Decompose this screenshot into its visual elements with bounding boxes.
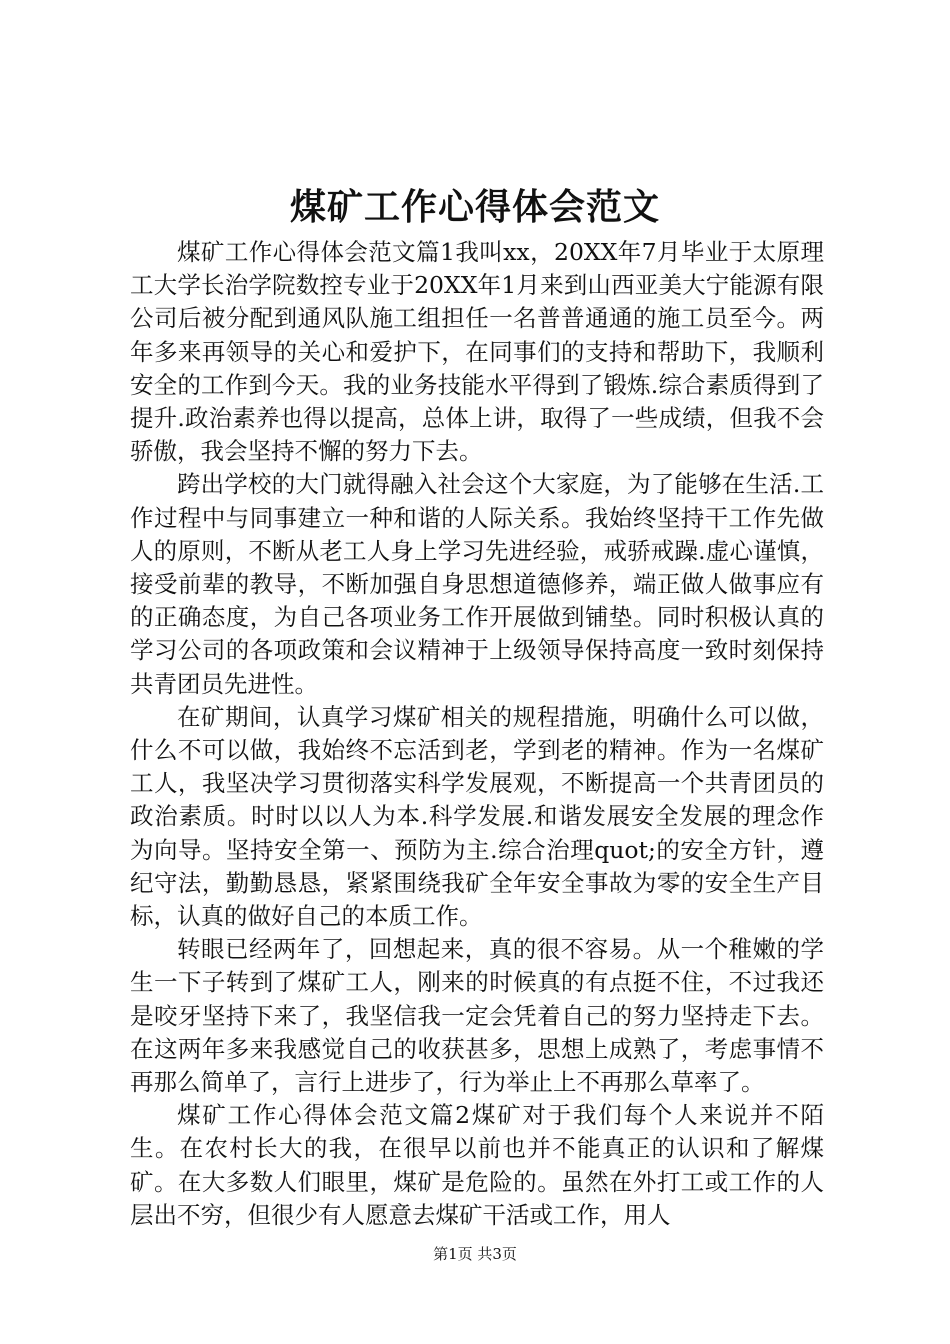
paragraph-4: 转眼已经两年了，回想起来，真的很不容易。从一个稚嫩的学生一下子转到了煤矿工人，刚来的时候真的有点挺不住，不过我还是咬牙坚持下来了，我坚信我一定会凭着自己的努力坚持走下去。在这两年多来我感觉自己的收获甚多，思想上成熟了，考虑事情不再那么简单了，言行上进步了，行为举止上不再那么草率了。 [130, 935, 824, 1097]
paragraph-3: 在矿期间，认真学习煤矿相关的规程措施，明确什么可以做，什么不可以做，我始终不忘活到老，学到老的精神。作为一名煤矿工人，我坚决学习贯彻落实科学发展观，不断提高一个共青团员的政治素质。时时以以人为本.科学发展.和谐发展安全发展的理念作为向导。坚持安全第一、预防为主.综合治理quot;的安全方针，遵纪守法，勤勤恳恳，紧紧围绕我矿全年安全事故为零的安全生产目标，认真的做好自己的本质工作。 [130, 702, 824, 931]
paragraph-5: 煤矿工作心得体会范文篇2煤矿对于我们每个人来说并不陌生。在农村长大的我，在很早以前也并不能真正的认识和了解煤矿。在大多数人们眼里，煤矿是危险的。虽然在外打工或工作的人层出不穷，但很少有人愿意去煤矿干活或工作，用人 [130, 1101, 824, 1229]
page-footer: 第1页 共3页 [433, 1245, 517, 1263]
paragraph-1: 煤矿工作心得体会范文篇1我叫xx，20XX年7月毕业于太原理工大学长治学院数控专业于20XX年1月来到山西亚美大宁能源有限公司后被分配到通风队施工组担任一名普普通通的施工员至今。两年多来再领导的关心和爱护下，在同事们的支持和帮助下，我顺利安全的工作到今天。我的业务技能水平得到了锻炼.综合素质得到了提升.政治素养也得以提高，总体上讲，取得了一些成绩，但我不会骄傲，我会坚持不懈的努力下去。 [130, 238, 824, 466]
document-body [130, 236, 824, 1232]
document-title: 煤矿工作心得体会范文 [289, 186, 660, 228]
paragraph-2: 跨出学校的大门就得融入社会这个大家庭，为了能够在生活.工作过程中与同事建立一种和谐的人际关系。我始终坚持干工作先做人的原则，不断从老工人身上学习先进经验，戒骄戒躁.虚心谨慎，接受前辈的教导，不断加强自身思想道德修养，端正做人做事应有的正确态度，为自己各项业务工作开展做到铺垫。同时积极认真的学习公司的各项政策和会议精神于上级领导保持高度一致时刻保持共青团员先进性。 [130, 470, 824, 698]
